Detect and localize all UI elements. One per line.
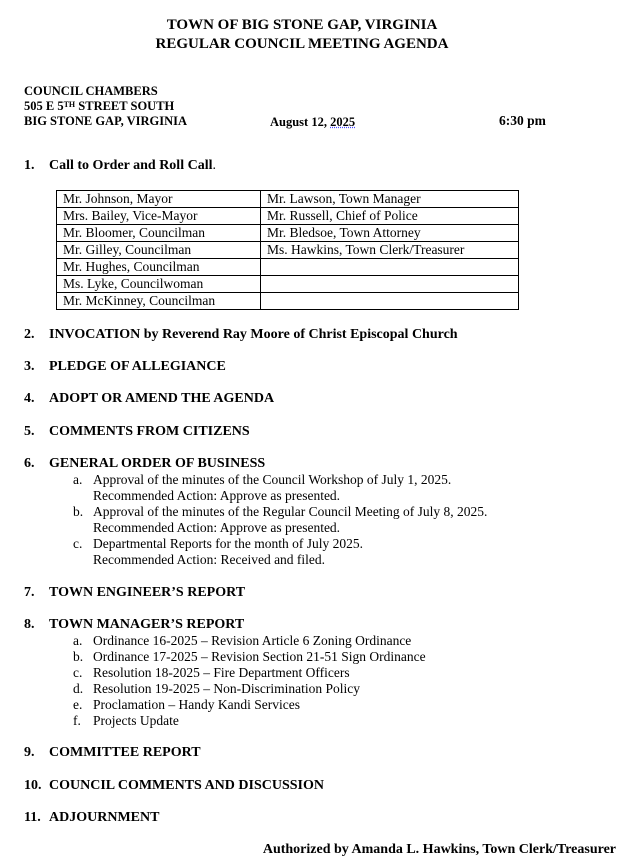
agenda-item-7-number: 7. <box>24 585 35 600</box>
agenda-item-3-number: 3. <box>24 359 35 374</box>
table-row <box>57 259 519 276</box>
meeting-date: August 12, 2025 <box>270 115 356 129</box>
meeting-time: 6:30 pm <box>499 113 546 128</box>
list-item-letter: a. <box>73 472 83 487</box>
list-item-text: Proclamation – Handy Kandi Services <box>93 697 300 712</box>
table-row <box>57 225 519 242</box>
table-row <box>57 208 519 225</box>
agenda-item-8-number: 8. <box>24 617 35 632</box>
agenda-item-1-number: 1. <box>24 158 35 173</box>
list-item-letter: b. <box>73 649 84 664</box>
table-row <box>57 242 519 259</box>
roll-call-cell: Ms. Hawkins, Town Clerk/Treasurer <box>261 242 519 259</box>
agenda-item-10-number: 10. <box>24 778 42 793</box>
agenda-item-2-label: INVOCATION by Reverend Ray Moore of Christ Episcopal Church <box>49 327 458 342</box>
location-line2: 505 E 5TH STREET SOUTH <box>24 99 175 113</box>
list-item-text: Ordinance 17-2025 – Revision Section 21-51 Sign Ordinance <box>93 649 426 664</box>
list-item-text: Projects Update <box>93 713 179 728</box>
list-item-text: Approval of the minutes of the Council Workshop of July 1, 2025. <box>93 472 452 487</box>
agenda-item-7-label: TOWN ENGINEER’S REPORT <box>49 585 246 600</box>
list-item-letter: c. <box>73 665 83 680</box>
roll-call-table <box>56 190 519 310</box>
list-item-text: Approval of the minutes of the Regular Council Meeting of July 8, 2025. <box>93 504 488 519</box>
roll-call-cell: Mrs. Bailey, Vice-Mayor <box>57 208 261 225</box>
agenda-item-4-label: ADOPT OR AMEND THE AGENDA <box>49 391 275 406</box>
table-row <box>57 293 519 310</box>
roll-call-cell: Mr. Bledsoe, Town Attorney <box>261 225 519 242</box>
location-line1: COUNCIL CHAMBERS <box>24 84 158 98</box>
list-item-letter: a. <box>73 633 83 648</box>
table-row <box>57 276 519 293</box>
agenda-item-10-label: COUNCIL COMMENTS AND DISCUSSION <box>49 778 324 793</box>
roll-call-cell: Mr. Johnson, Mayor <box>57 191 261 208</box>
list-item-letter: c. <box>73 536 83 551</box>
roll-call-cell: Mr. Russell, Chief of Police <box>261 208 519 225</box>
list-item-letter: b. <box>73 504 84 519</box>
roll-call-cell <box>261 259 519 276</box>
agenda-item-5-label: COMMENTS FROM CITIZENS <box>49 424 250 439</box>
agenda-item-2-number: 2. <box>24 327 35 342</box>
roll-call-cell: Mr. McKinney, Councilman <box>57 293 261 310</box>
roll-call-cell <box>261 293 519 310</box>
agenda-item-6-number: 6. <box>24 456 35 471</box>
agenda-item-11-number: 11. <box>24 810 41 825</box>
document-title-line2: REGULAR COUNCIL MEETING AGENDA <box>155 36 449 52</box>
list-item-recommendation: Recommended Action: Approve as presented. <box>93 488 341 503</box>
list-item-letter: f. <box>73 713 81 728</box>
list-item-recommendation: Recommended Action: Approve as presented. <box>93 520 341 535</box>
roll-call-cell: Ms. Lyke, Councilwoman <box>57 276 261 293</box>
document-title-line1: TOWN OF BIG STONE GAP, VIRGINIA <box>166 17 438 33</box>
table-row <box>57 191 519 208</box>
roll-call-cell: Mr. Lawson, Town Manager <box>261 191 519 208</box>
roll-call-cell: Mr. Bloomer, Councilman <box>57 225 261 242</box>
agenda-item-1-label: Call to Order and Roll Call. <box>49 158 216 173</box>
list-item-text: Resolution 18-2025 – Fire Department Officers <box>93 665 350 680</box>
roll-call-cell: Mr. Hughes, Councilman <box>57 259 261 276</box>
agenda-item-11-label: ADJOURNMENT <box>49 810 160 825</box>
authorization-line: Authorized by Amanda L. Hawkins, Town Clerk/Treasurer <box>262 842 616 857</box>
agenda-item-6-label: GENERAL ORDER OF BUSINESS <box>49 456 266 471</box>
list-item-letter: e. <box>73 697 83 712</box>
list-item-text: Departmental Reports for the month of July 2025. <box>93 536 363 551</box>
agenda-item-4-number: 4. <box>24 391 35 406</box>
list-item-text: Ordinance 16-2025 – Revision Article 6 Zoning Ordinance <box>93 633 412 648</box>
agenda-item-9-number: 9. <box>24 745 35 760</box>
location-line3: BIG STONE GAP, VIRGINIA <box>24 114 188 128</box>
roll-call-cell <box>261 276 519 293</box>
list-item-recommendation: Recommended Action: Received and filed. <box>93 552 326 567</box>
agenda-item-5-number: 5. <box>24 424 35 439</box>
agenda-item-8-label: TOWN MANAGER’S REPORT <box>49 617 245 632</box>
roll-call-cell: Mr. Gilley, Councilman <box>57 242 261 259</box>
list-item-text: Resolution 19-2025 – Non-Discrimination Policy <box>93 681 360 696</box>
agenda-item-3-label: PLEDGE OF ALLEGIANCE <box>49 359 226 374</box>
list-item-letter: d. <box>73 681 84 696</box>
agenda-item-9-label: COMMITTEE REPORT <box>49 745 201 760</box>
